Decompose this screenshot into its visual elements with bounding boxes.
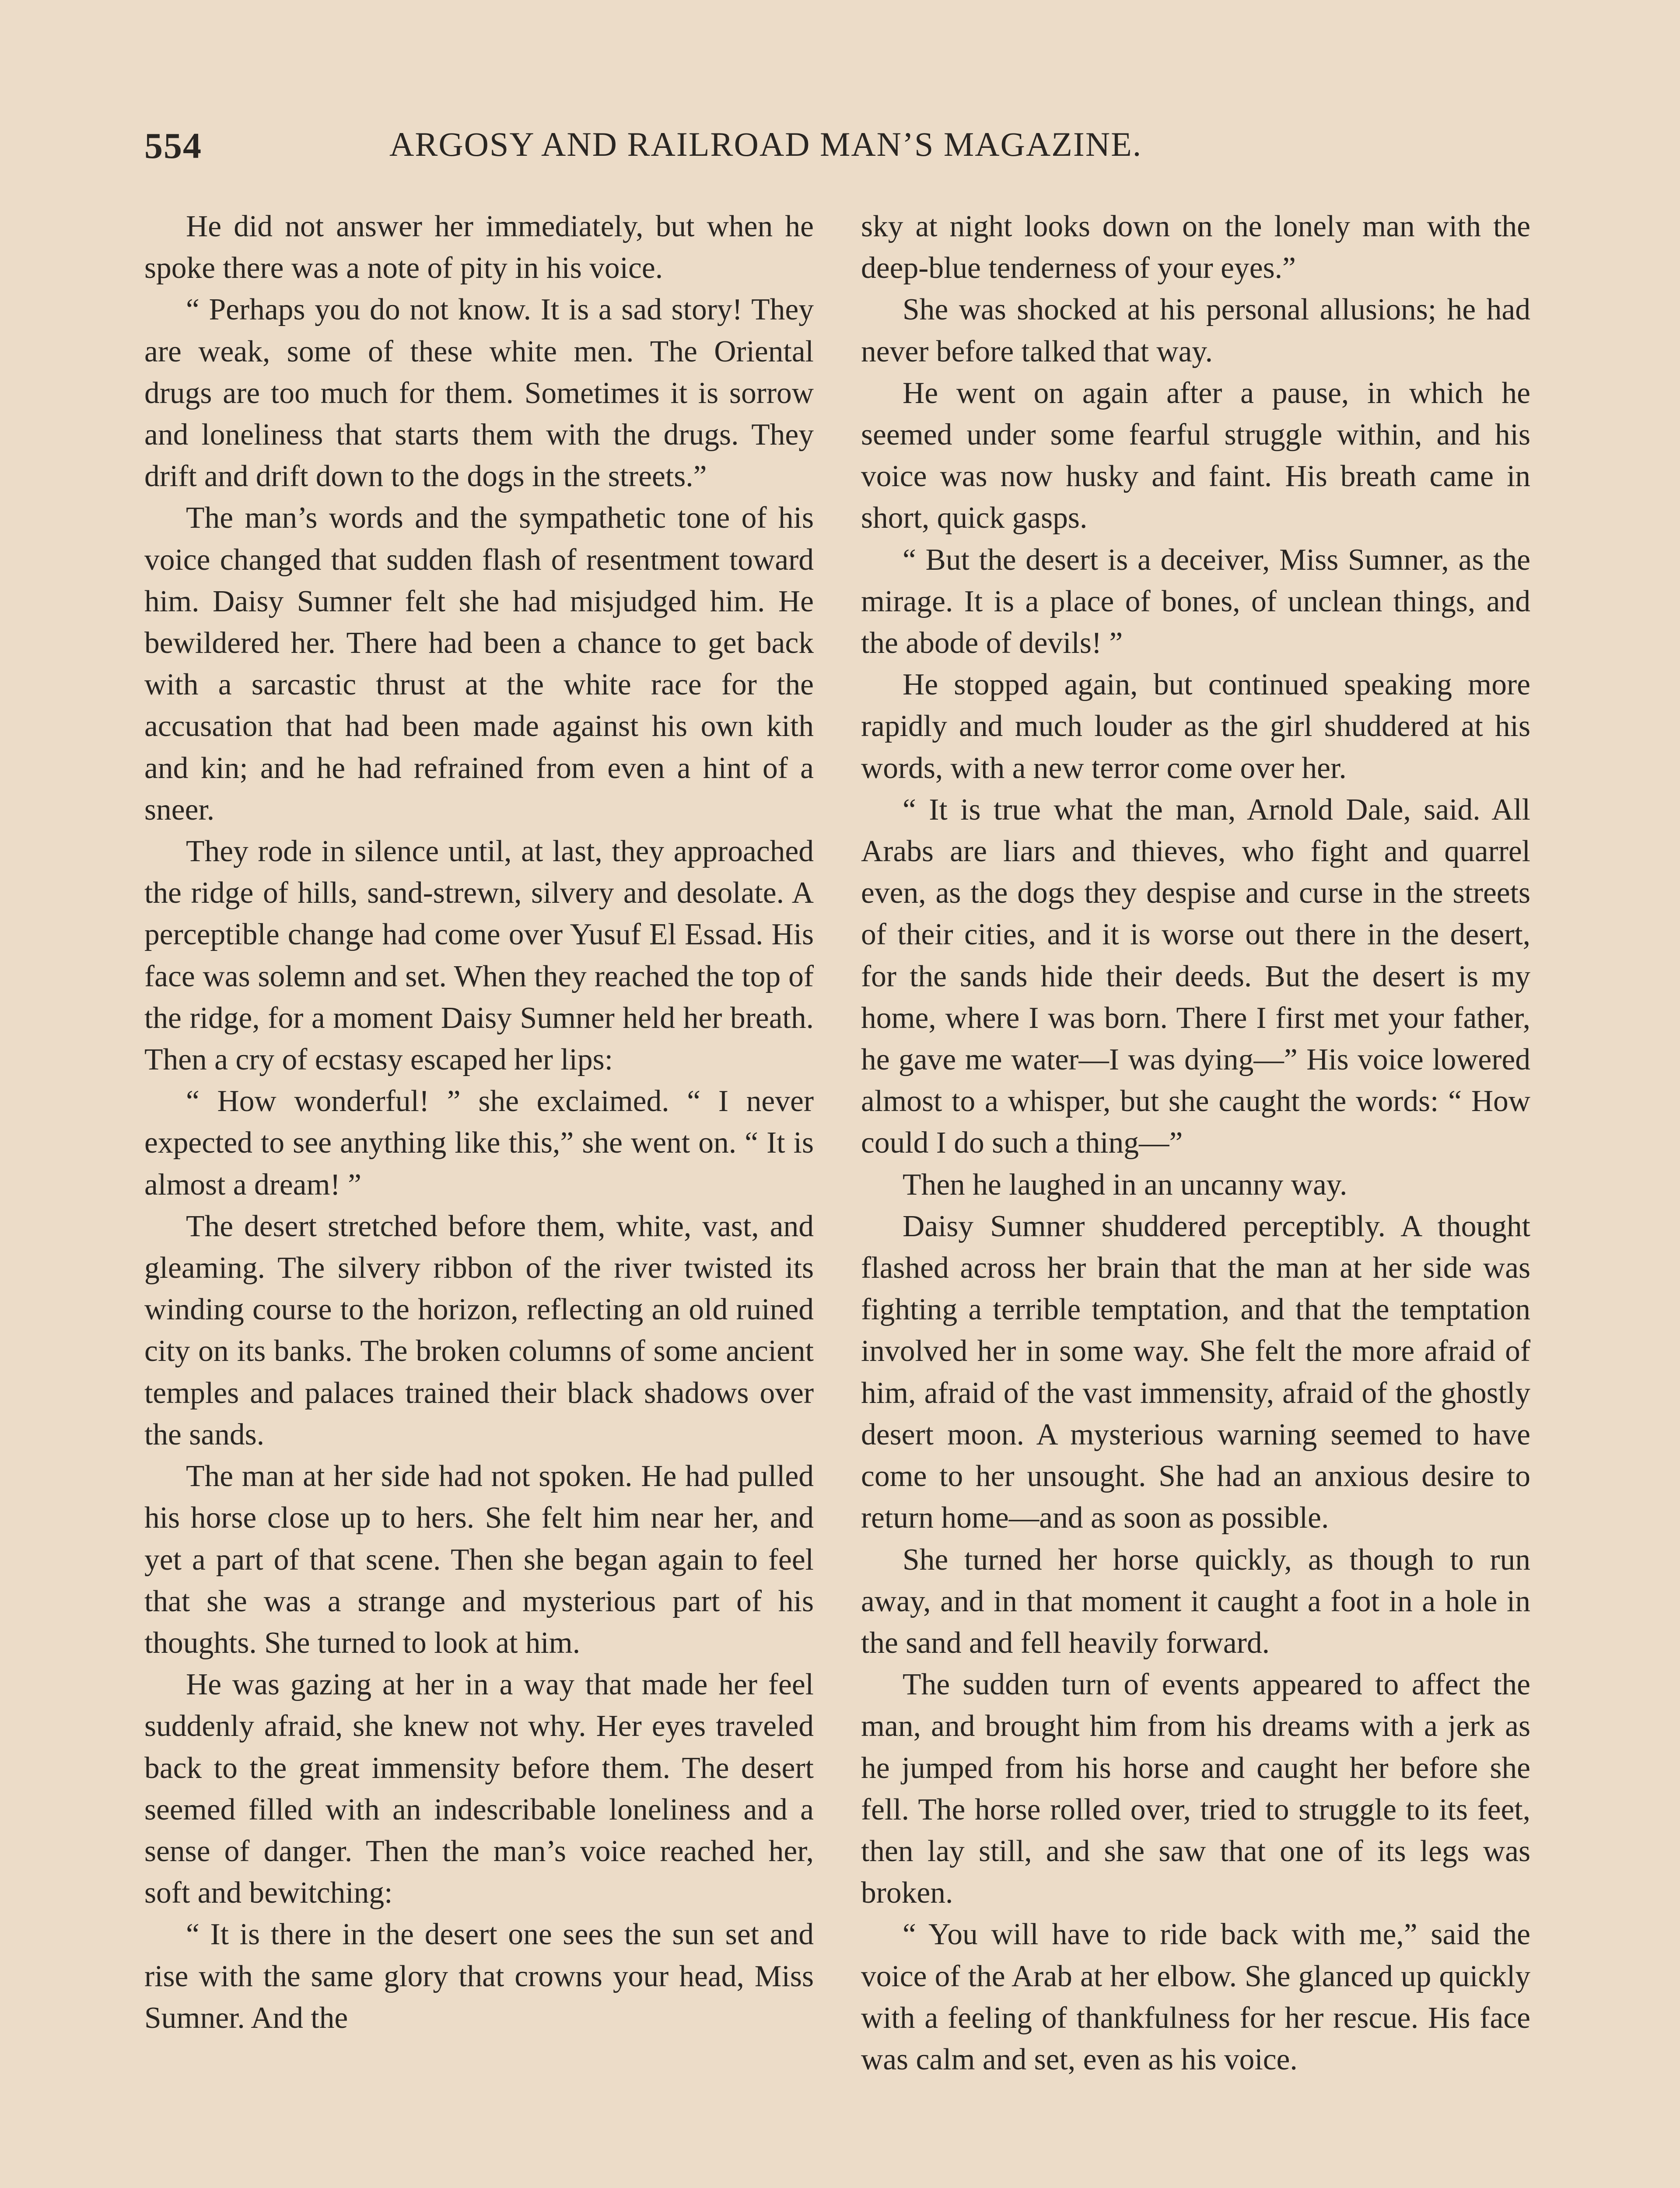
paragraph: He was gazing at her in a way that made her feel suddenly afraid, she knew not why. Her eyes traveled back to the great immensity before them. The desert seemed filled with an indescribable loneliness and a sense of danger. Then the man’s voice reached her, soft and bewitching: — [144, 1668, 814, 1910]
left-column — [144, 206, 814, 2039]
paragraph-continuation: sky at night looks down on the lonely man with the deep-blue tenderness of your eyes.” — [861, 210, 1530, 285]
right-column — [861, 206, 1530, 2080]
paragraph: She was shocked at his personal allusions; he had never before talked that way. — [861, 293, 1530, 368]
paragraph: Then he laughed in an uncanny way. — [903, 1168, 1348, 1202]
paragraph: “ How wonderful! ” she exclaimed. “ I never expected to see anything like this,” she went on. “ It is almost a dream! ” — [144, 1084, 814, 1202]
paragraph: “ It is true what the man, Arnold Dale, said. All Arabs are liars and thieves, who fight and quarrel even, as the dogs they despise and curse in the streets of their cities, and it is worse out there in the desert, for the sands hide their deeds. But the desert is my home, where I was born. There I first met your father, he gave me water—I was dying—” His voice lowered almost to a whisper, but she caught the words: “ How could I do such a thing—” — [861, 792, 1530, 1160]
paragraph: “ It is there in the desert one sees the sun set and rise with the same glory that crowns your head, Miss Sumner. And the — [144, 1918, 814, 2035]
paragraph: The man’s words and the sympathetic tone of his voice changed that sudden flash of resentment toward him. Daisy Sumner felt she had misjudged him. He bewildered her. There had been a chance to get back with a sarcastic thrust at the white race for the accusation that had been made against his own kith and kin; and he had refrained from even a hint of a sneer. — [144, 501, 814, 827]
paragraph: “ You will have to ride back with me,” said the voice of the Arab at her elbow. She glanced up quickly with a feeling of thankfulness for her rescue. His face was calm and set, even as his voice. — [861, 1918, 1530, 2076]
paragraph: They rode in silence until, at last, they approached the ridge of hills, sand-strewn, silvery and desolate. A perceptible change had come over Yusuf El Essad. His face was solemn and set. When they reached the top of the ridge, for a moment Daisy Sumner held her breath. Then a cry of ecstasy escaped her lips: — [144, 835, 814, 1077]
running-title: ARGOSY AND RAILROAD MAN’S MAGAZINE. — [389, 125, 1142, 163]
paragraph: “ Perhaps you do not know. It is a sad story! They are weak, some of these white men. The Oriental drugs are too much for them. Sometimes it is sorrow and loneliness that starts them with the drugs. They drift and drift down to the dogs in the streets.” — [144, 293, 814, 494]
paragraph: He went on again after a pause, in which he seemed under some fearful struggle within, and his voice was now husky and faint. His breath came in short, quick gasps. — [861, 376, 1530, 535]
paragraph: The sudden turn of events appeared to affect the man, and brought him from his dreams with a jerk as he jumped from his horse and caught her before she fell. The horse rolled over, tried to struggle to its feet, then lay still, and she saw that one of its legs was broken. — [861, 1668, 1530, 1910]
paragraph: He did not answer her immediately, but when he spoke there was a note of pity in his voice. — [144, 210, 814, 285]
paragraph: Daisy Sumner shuddered perceptibly. A thought flashed across her brain that the man at her side was fighting a terrible temptation, and that the temptation involved her in some way. She felt the more afraid of him, afraid of the vast immensity, afraid of the ghostly desert moon. A mysterious warning seemed to have come to her unsought. She had an anxious desire to return home—and as soon as possible. — [861, 1209, 1530, 1535]
paragraph: “ But the desert is a deceiver, Miss Sumner, as the mirage. It is a place of bones, of unclean things, and the abode of devils! ” — [861, 543, 1530, 660]
page-header — [144, 125, 1544, 173]
paragraph: The desert stretched before them, white, vast, and gleaming. The silvery ribbon of the river twisted its winding course to the horizon, reflecting an old ruined city on its banks. The broken columns of some ancient temples and palaces trained their black shadows over the sands. — [144, 1209, 814, 1452]
page-number: 554 — [144, 126, 202, 166]
paragraph: He stopped again, but continued speaking more rapidly and much louder as the girl shuddered at his words, with a new terror come over her. — [861, 668, 1530, 785]
paragraph: The man at her side had not spoken. He had pulled his horse close up to hers. She felt him near her, and yet a part of that scene. Then she began again to feel that she was a strange and mysterious part of his thoughts. She turned to look at him. — [144, 1459, 814, 1660]
paragraph: She turned her horse quickly, as though to run away, and in that moment it caught a foot in a hole in the sand and fell heavily forward. — [861, 1543, 1530, 1660]
